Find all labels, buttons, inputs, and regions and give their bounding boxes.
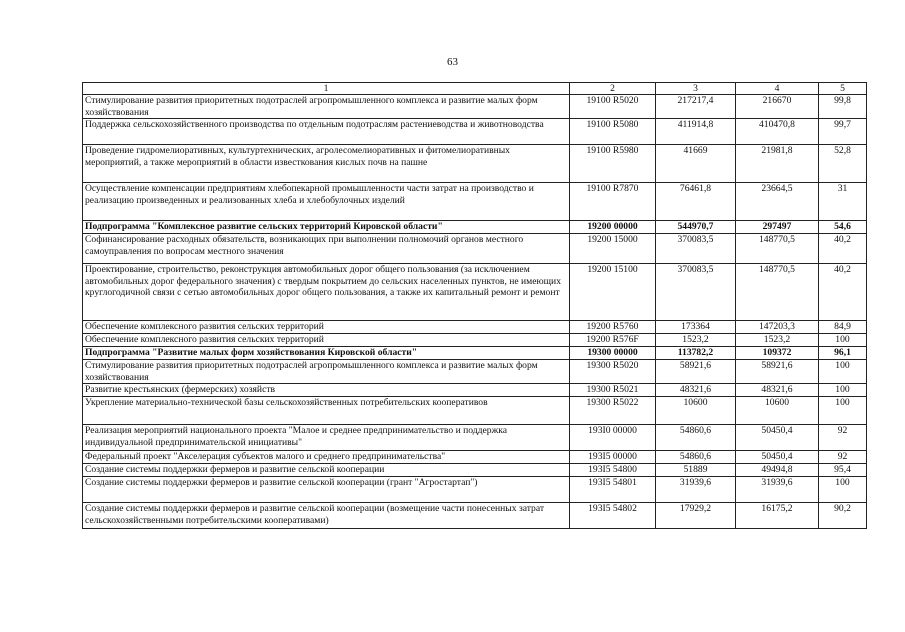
- row-code: 19200 15100: [570, 264, 656, 321]
- row-name: Федеральный проект "Акселерация субъектов малого и среднего предпринимательства": [83, 451, 570, 464]
- table-row: [83, 425, 867, 451]
- row-name: Осуществление компенсации предприятиям хлебопекарной промышленности части затрат на производство и реализацию произведенных и реализованных хлеба и хлебобулочных изделий: [83, 183, 570, 221]
- header-col-2: 2: [570, 83, 656, 95]
- row-fact: 1523,2: [736, 334, 819, 347]
- row-plan: 10600: [656, 397, 736, 425]
- row-percent: 90,2: [819, 503, 867, 529]
- row-code: 19300 R5020: [570, 360, 656, 384]
- table-row: [83, 119, 867, 145]
- row-fact: 50450,4: [736, 451, 819, 464]
- row-percent: 40,2: [819, 234, 867, 264]
- table-row: [83, 360, 867, 384]
- row-code: 193I5 54800: [570, 464, 656, 477]
- header-col-4: 4: [736, 83, 819, 95]
- table-row: [83, 503, 867, 529]
- row-plan: 173364: [656, 321, 736, 334]
- row-percent: 99,8: [819, 95, 867, 119]
- row-code: 19200 R576F: [570, 334, 656, 347]
- table-header-row: [83, 83, 867, 95]
- row-percent: 92: [819, 451, 867, 464]
- table-row: [83, 451, 867, 464]
- row-name: Создание системы поддержки фермеров и развитие сельской кооперации: [83, 464, 570, 477]
- row-name: Создание системы поддержки фермеров и развитие сельской кооперации (возмещение части понесенных затрат сельскохозяйственными потребительскими кооперативами): [83, 503, 570, 529]
- row-name: Подпрограмма "Комплексное развитие сельских территорий Кировской области": [83, 221, 570, 234]
- row-fact: 49494,8: [736, 464, 819, 477]
- header-col-1: 1: [83, 83, 570, 95]
- row-code: 19200 15000: [570, 234, 656, 264]
- table-row: [83, 145, 867, 183]
- row-plan: 217217,4: [656, 95, 736, 119]
- row-percent: 54,6: [819, 221, 867, 234]
- row-plan: 51889: [656, 464, 736, 477]
- page-number: 63: [447, 56, 458, 68]
- row-fact: 109372: [736, 347, 819, 360]
- row-plan: 54860,6: [656, 451, 736, 464]
- row-percent: 95,4: [819, 464, 867, 477]
- row-name: Софинансирование расходных обязательств, возникающих при выполнении полномочий органов местного самоуправления по вопросам местного значения: [83, 234, 570, 264]
- table-row: [83, 347, 867, 360]
- row-plan: 544970,7: [656, 221, 736, 234]
- row-code: 19100 R5080: [570, 119, 656, 145]
- header-col-5: 5: [819, 83, 867, 95]
- row-plan: 370083,5: [656, 234, 736, 264]
- row-fact: 21981,8: [736, 145, 819, 183]
- row-name: Укрепление материально-технической базы сельскохозяйственных потребительских кооперативов: [83, 397, 570, 425]
- row-fact: 31939,6: [736, 477, 819, 503]
- row-code: 19100 R5020: [570, 95, 656, 119]
- table-row: [83, 264, 867, 321]
- table-row: [83, 397, 867, 425]
- row-code: 19200 R5760: [570, 321, 656, 334]
- row-plan: 76461,8: [656, 183, 736, 221]
- row-percent: 100: [819, 360, 867, 384]
- row-code: 19200 00000: [570, 221, 656, 234]
- row-fact: 58921,6: [736, 360, 819, 384]
- budget-table: [82, 82, 867, 529]
- row-fact: 297497: [736, 221, 819, 234]
- row-code: 19300 00000: [570, 347, 656, 360]
- row-fact: 148770,5: [736, 234, 819, 264]
- table-row: [83, 477, 867, 503]
- row-fact: 410470,8: [736, 119, 819, 145]
- table-row: [83, 321, 867, 334]
- row-name: Реализация мероприятий национального проекта "Малое и среднее предпринимательство и поддержка индивидуальной предпринимательской инициативы": [83, 425, 570, 451]
- row-fact: 23664,5: [736, 183, 819, 221]
- row-percent: 96,1: [819, 347, 867, 360]
- row-name: Стимулирование развития приоритетных подотраслей агропромышленного комплекса и развитие малых форм хозяйствования: [83, 95, 570, 119]
- row-percent: 52,8: [819, 145, 867, 183]
- table-row: [83, 234, 867, 264]
- row-plan: 17929,2: [656, 503, 736, 529]
- row-plan: 41669: [656, 145, 736, 183]
- row-fact: 16175,2: [736, 503, 819, 529]
- row-plan: 48321,6: [656, 384, 736, 397]
- row-name: Проведение гидромелиоративных, культуртехнических, агролесомелиоративных и фитомелиоративных мероприятий, а также мероприятий в области известкования кислых почв на пашне: [83, 145, 570, 183]
- row-fact: 10600: [736, 397, 819, 425]
- row-plan: 54860,6: [656, 425, 736, 451]
- row-code: 19100 R5980: [570, 145, 656, 183]
- table-row: [83, 464, 867, 477]
- row-name: Обеспечение комплексного развития сельских территорий: [83, 334, 570, 347]
- row-percent: 100: [819, 397, 867, 425]
- row-code: 19300 R5022: [570, 397, 656, 425]
- row-fact: 216670: [736, 95, 819, 119]
- row-percent: 84,9: [819, 321, 867, 334]
- row-plan: 411914,8: [656, 119, 736, 145]
- row-name: Подпрограмма "Развитие малых форм хозяйствования Кировской области": [83, 347, 570, 360]
- table-row: [83, 183, 867, 221]
- row-name: Стимулирование развития приоритетных подотраслей агропромышленного комплекса и развитие малых форм хозяйствования: [83, 360, 570, 384]
- row-percent: 99,7: [819, 119, 867, 145]
- row-code: 193I5 54801: [570, 477, 656, 503]
- row-name: Развитие крестьянских (фермерских) хозяйств: [83, 384, 570, 397]
- row-percent: 31: [819, 183, 867, 221]
- table-row: [83, 384, 867, 397]
- row-plan: 58921,6: [656, 360, 736, 384]
- row-fact: 48321,6: [736, 384, 819, 397]
- row-fact: 148770,5: [736, 264, 819, 321]
- table-row: [83, 221, 867, 234]
- table-row: [83, 334, 867, 347]
- table-row: [83, 95, 867, 119]
- row-plan: 31939,6: [656, 477, 736, 503]
- row-name: Обеспечение комплексного развития сельских территорий: [83, 321, 570, 334]
- row-percent: 40,2: [819, 264, 867, 321]
- row-fact: 50450,4: [736, 425, 819, 451]
- row-code: 19300 R5021: [570, 384, 656, 397]
- row-plan: 113782,2: [656, 347, 736, 360]
- row-fact: 147203,3: [736, 321, 819, 334]
- row-code: 19100 R7870: [570, 183, 656, 221]
- row-plan: 370083,5: [656, 264, 736, 321]
- row-code: 193I0 00000: [570, 425, 656, 451]
- row-percent: 92: [819, 425, 867, 451]
- row-name: Поддержка сельскохозяйственного производства по отдельным подотраслям растениеводства и животноводства: [83, 119, 570, 145]
- header-col-3: 3: [656, 83, 736, 95]
- row-percent: 100: [819, 477, 867, 503]
- row-plan: 1523,2: [656, 334, 736, 347]
- row-percent: 100: [819, 334, 867, 347]
- row-name: Проектирование, строительство, реконструкция автомобильных дорог общего пользования (за исключением автомобильных дорог федерального значения) с твердым покрытием до сельских населенных пунктов, не имеющих круглогодичной связи с сетью автомобильных дорог общего пользования, а также их капитальный ремонт и ремонт: [83, 264, 570, 321]
- row-name: Создание системы поддержки фермеров и развитие сельской кооперации (грант "Агростартап"): [83, 477, 570, 503]
- row-code: 193I5 00000: [570, 451, 656, 464]
- row-percent: 100: [819, 384, 867, 397]
- row-code: 193I5 54802: [570, 503, 656, 529]
